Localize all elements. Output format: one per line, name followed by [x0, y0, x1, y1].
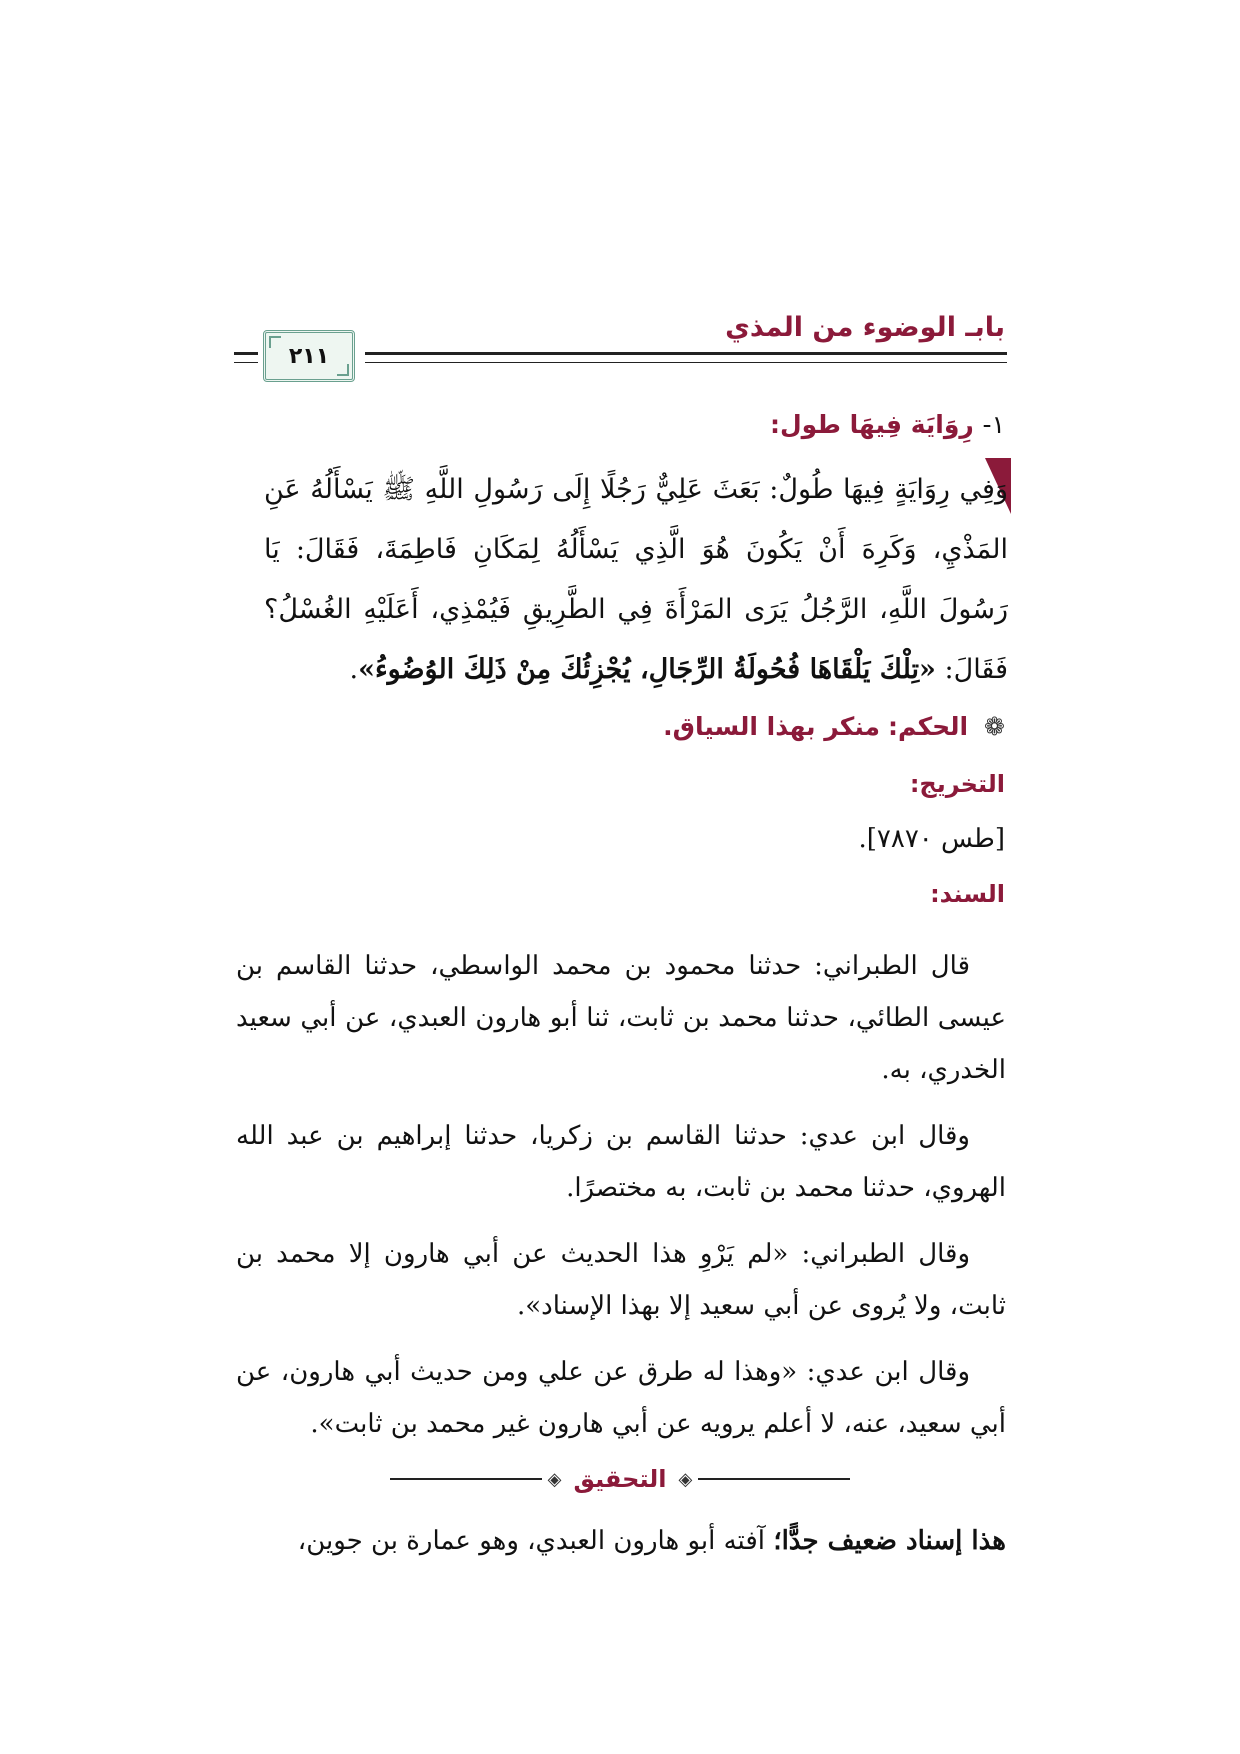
flower-ornament-icon: ❁ — [984, 712, 1005, 741]
ruling-label: الحكم: — [887, 712, 969, 741]
divider-line — [390, 1478, 542, 1480]
isnad-label: السند: — [930, 880, 1005, 908]
page-number: ٢١١ — [288, 343, 330, 369]
header-rule-thin — [365, 362, 1007, 363]
divider-line — [698, 1478, 850, 1480]
divider-ornament-icon: ◈ — [678, 1468, 693, 1490]
section-title: رِوَايَة فِيهَا طول: — [769, 410, 974, 439]
page-number-badge — [263, 330, 355, 382]
header-rule-thick — [365, 352, 1007, 355]
takhrij-reference: [طس ٧٨٧٠]. — [858, 824, 1005, 854]
hadith-end: . — [349, 654, 359, 685]
section-number: ١- — [982, 410, 1005, 439]
isnad-paragraph: وقال ابن عدي: حدثنا القاسم بن زكريا، حدثنا إبراهيم بن عبد الله الهروي، حدثنا محمد بن ثابت، به مختصرًا. — [236, 1121, 1006, 1203]
section-heading — [770, 410, 1005, 439]
divider-ornament-icon: ◈ — [547, 1468, 562, 1490]
tahqiq-divider — [390, 1464, 850, 1494]
hadith-body: وَفِي رِوَايَةٍ فِيهَا طُولٌ: بَعَثَ عَلِيٌّ رَجُلًا إِلَى رَسُولِ اللَّهِ ﷺ يَسْأَلُهُ عَنِ المَذْيِ، وَكَرِهَ أَنْ يَكُونَ هُوَ الَّذِي يَسْأَلُهُ لِمَكَانِ فَاطِمَةَ، فَقَالَ: يَا رَسُولَ اللَّهِ، الرَّجُلُ يَرَى المَرْأَةَ فِي الطَّرِيقِ فَيُمْذِي، أَعَلَيْهِ الغُسْلُ؟ فَقَالَ: — [264, 474, 1008, 685]
chapter-title: بابـ الوضوء من المذي — [725, 312, 1005, 343]
ruling-line — [663, 712, 1005, 741]
takhrij-label: التخريج: — [909, 770, 1005, 798]
hadith-text — [264, 460, 1008, 700]
hadith-quote: «تِلْكَ يَلْقَاهَا فُحُولَةُ الرِّجَالِ، يُجْزِئُكَ مِنْ ذَلِكَ الوُضُوءُ» — [358, 654, 936, 685]
isnad-paragraph: وقال الطبراني: «لم يَرْوِ هذا الحديث عن أبي هارون إلا محمد بن ثابت، ولا يُروى عن أبي سعيد إلا بهذا الإسناد». — [236, 1239, 1006, 1321]
tahqiq-bold-start: هذا إسناد ضعيف جدًّا؛ — [773, 1526, 1006, 1556]
tahqiq-text: آفته أبو هارون العبدي، وهو عمارة بن جوين، — [297, 1526, 774, 1556]
tahqiq-paragraph — [236, 1515, 1006, 1567]
isnad-paragraph: قال الطبراني: حدثنا محمود بن محمد الواسطي، حدثنا القاسم بن عيسى الطائي، حدثنا محمد بن ثابت، ثنا أبو هارون العبدي، عن أبي سعيد الخدري، به. — [236, 951, 1006, 1085]
ruling-value: منكر بهذا السياق. — [663, 712, 881, 741]
header-rule-left-thin — [234, 362, 258, 363]
tahqiq-label: التحقيق — [573, 1465, 667, 1493]
isnad-paragraph: وقال ابن عدي: «وهذا له طرق عن علي ومن حديث أبي هارون، عن أبي سعيد، عنه، لا أعلم يرويه عن أبي هارون غير محمد بن ثابت». — [236, 1357, 1006, 1439]
header-rule-left-thick — [234, 352, 258, 355]
